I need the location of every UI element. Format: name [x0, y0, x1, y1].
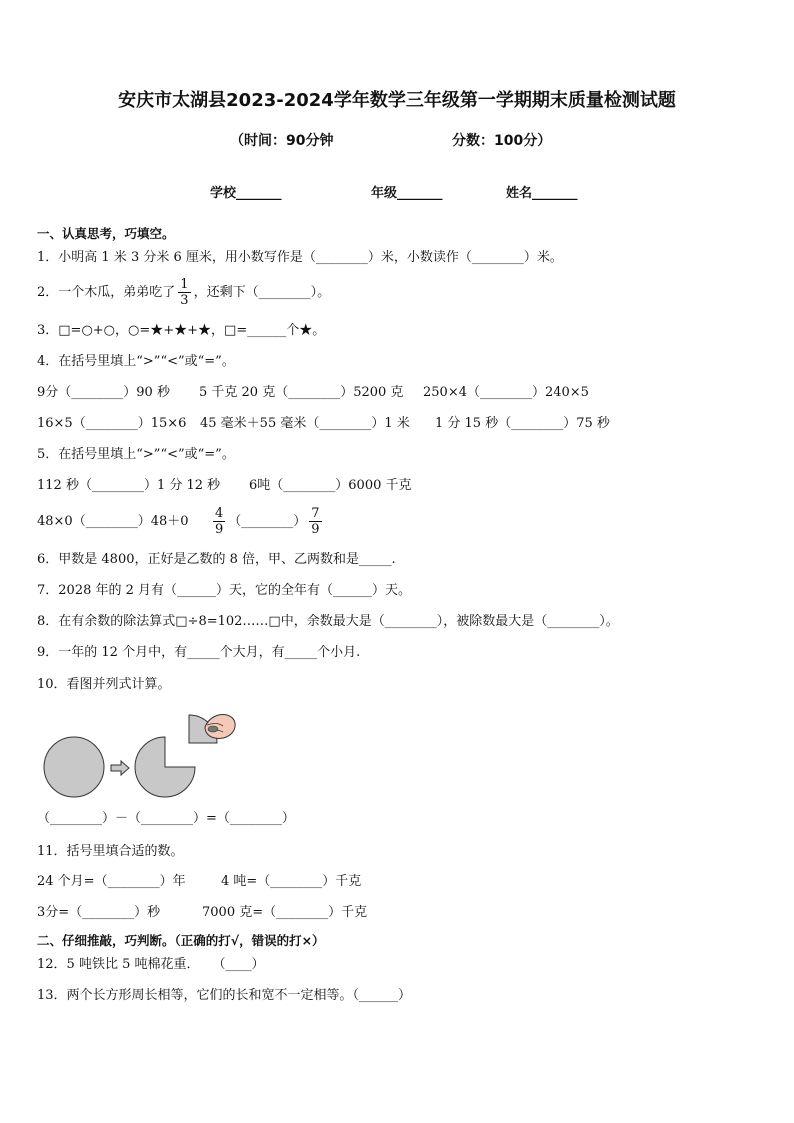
q5-frac2-denominator: 9: [311, 522, 320, 537]
q4-item: 250×4（________）240×5: [423, 385, 589, 400]
q4-item: 5 千克 20 克（________）5200 克: [199, 385, 404, 400]
q2-text-before: 2．一个木瓜，弟弟吃了: [37, 285, 176, 300]
question-9: 9．一年的 12 个月中，有_____个大月，有_____个小月.: [37, 645, 361, 660]
q2-fraction: [178, 277, 190, 308]
hand-icon: [205, 715, 235, 739]
section-2-title: 二、仔细推敲，巧判断。（正确的打√，错误的打×）: [37, 933, 325, 948]
arrow-icon: [111, 761, 129, 775]
q4-item: 16×5（________）15×6: [37, 416, 187, 431]
question-12: 12．5 吨铁比 5 吨棉花重． （____）: [37, 957, 265, 972]
q11-item: 3分=（________）秒: [37, 905, 161, 920]
three-quarter-circle: [135, 737, 195, 797]
name-field: 姓名_______: [506, 186, 578, 201]
q11-item: 4 吨=（________）千克: [221, 874, 362, 889]
q5-fraction-1: [213, 506, 225, 537]
q4-item: 1 分 15 秒（________）75 秒: [435, 416, 610, 431]
question-7: 7．2028 年的 2 月有（______）天，它的全年有（______）天。: [37, 583, 412, 598]
question-4-title: 4．在括号里填上“>”“<”或“=”。: [37, 354, 235, 369]
q5-blank: （________）: [228, 514, 307, 529]
q5-frac1-denominator: 9: [215, 522, 224, 537]
question-10-title: 10．看图并列式计算。: [37, 677, 171, 692]
q11-item: 7000 克=（________）千克: [202, 905, 368, 920]
question-6: 6．甲数是 4800，正好是乙数的 8 倍，甲、乙两数和是_____.: [37, 552, 396, 567]
q5-item: 6吨（________）6000 千克: [249, 478, 412, 493]
question-1: 1．小明高 1 米 3 分米 6 厘米，用小数写作是（________）米，小数读作（________）米。: [37, 250, 563, 265]
q5-fraction-2: [309, 506, 321, 537]
q2-frac-numerator: 1: [180, 277, 189, 292]
q10-equation: （________）－（________）=（________）: [37, 811, 295, 826]
score-label: 分数：100分）: [452, 133, 552, 149]
q5-item: 48×0（________）48＋0: [37, 514, 189, 529]
school-field: 学校_______: [210, 186, 282, 201]
q5-item: 112 秒（________）1 分 12 秒: [37, 478, 221, 493]
q11-item: 24 个月=（________）年: [37, 874, 186, 889]
q4-item: 45 毫米＋55 毫米（________）1 米: [200, 416, 410, 431]
question-3: 3．□=○+○，○=★+★+★，□=______个★。: [37, 323, 326, 338]
question-2: [37, 276, 330, 310]
time-label: （时间：90分钟: [230, 133, 334, 149]
q2-frac-denominator: 3: [180, 293, 189, 308]
q5-fraction-compare: [210, 502, 325, 542]
question-11-title: 11．括号里填合适的数。: [37, 844, 184, 859]
full-circle: [44, 737, 104, 797]
grade-field: 年级_______: [371, 186, 443, 201]
q2-text-after: ，还剩下（________）。: [193, 285, 331, 300]
page-title: 安庆市太湖县2023-2024学年数学三年级第一学期期末质量检测试题: [118, 90, 676, 111]
q4-item: 9分（________）90 秒: [37, 385, 170, 400]
circle-diagram: [37, 705, 257, 805]
question-8: 8．在有余数的除法算式□÷8=102……□中，余数最大是（________），被除数最大是（________）。: [37, 614, 619, 629]
q5-frac2-numerator: 7: [311, 506, 320, 521]
q5-frac1-numerator: 4: [215, 506, 224, 521]
question-5-title: 5．在括号里填上“>”“<”或“=”。: [37, 447, 235, 462]
section-1-title: 一、认真思考，巧填空。: [37, 226, 175, 241]
question-13: 13．两个长方形周长相等，它们的长和宽不一定相等。（______）: [37, 988, 412, 1003]
